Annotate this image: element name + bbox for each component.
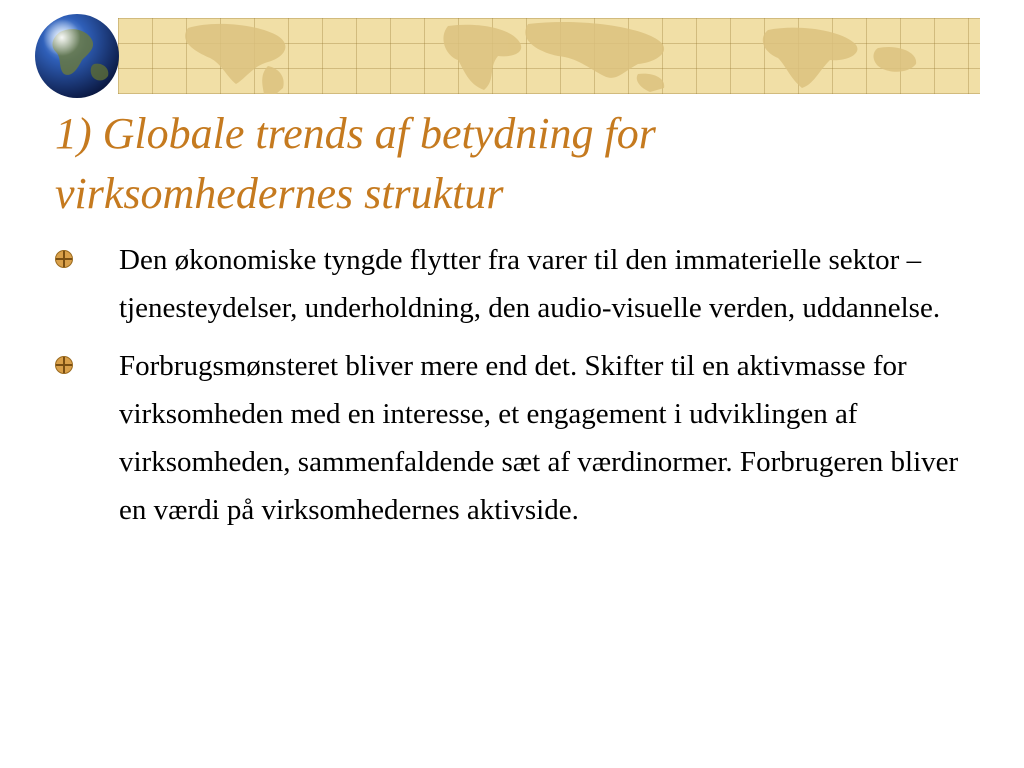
slide-title-line-2: virksomhedernes struktur [55, 169, 504, 218]
bullet-text: Forbrugsmønsteret bliver mere end det. Skifter til en aktivmasse for virksomheden med en interesse, et engagement i udviklingen af virksomheden, sammenfaldende sæt af værdinormer. Forbrugeren bliver en værdi på virksomhedernes aktivside. [119, 350, 959, 526]
globe-icon [32, 12, 122, 100]
bullet-text: Den økonomiske tyngde flytter fra varer til den immaterielle sektor – tjenesteydelser, underholdning, den audio-visuelle verden, uddannelse. [119, 244, 941, 324]
bullet-disc-icon [54, 249, 74, 269]
world-map-graphic [118, 18, 980, 94]
bullet-item [52, 342, 982, 534]
slide-title-line-1: 1) Globale trends af betydning for [55, 109, 656, 158]
bullet-disc-icon [54, 355, 74, 375]
world-map-banner [118, 18, 980, 94]
bullet-item [52, 236, 982, 332]
slide-title [55, 104, 955, 224]
bullet-list [52, 236, 982, 544]
